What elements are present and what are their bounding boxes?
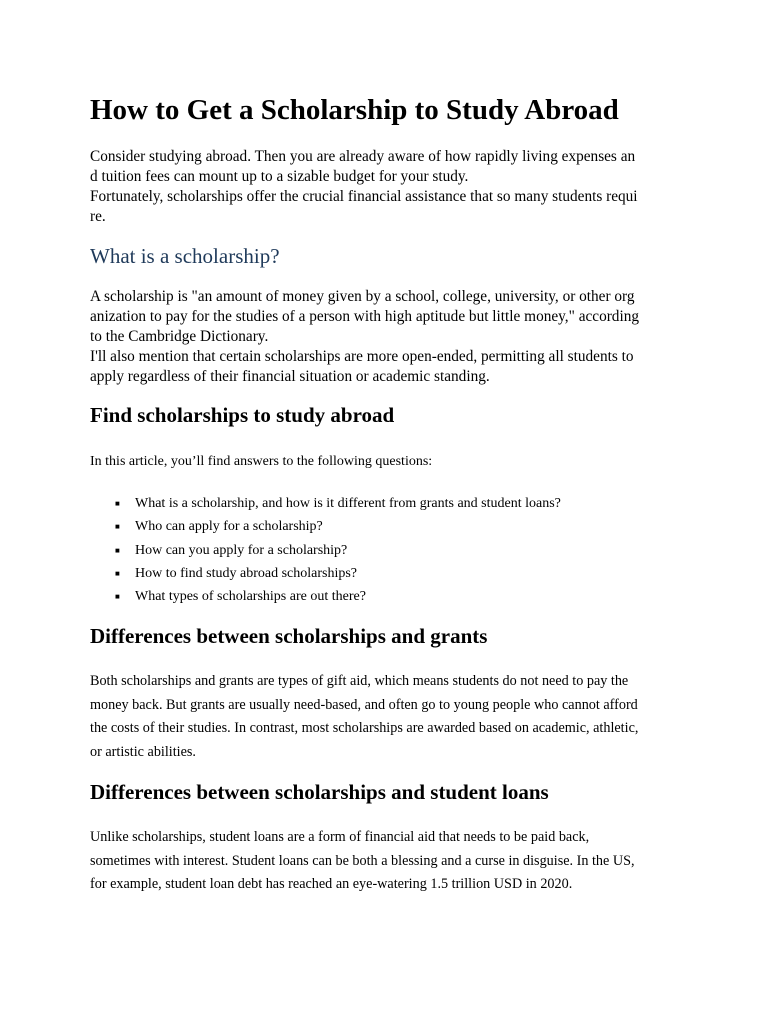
grants-line: the costs of their studies. In contrast, most scholarships are awarded based on academic, athletic, xyxy=(90,720,639,736)
square-bullet-icon: ■ xyxy=(115,499,120,508)
list-item xyxy=(90,585,561,608)
what-is-heading: What is a scholarship? xyxy=(90,244,280,268)
what-is-paragraph xyxy=(90,287,680,387)
loans-line: for example, student loan debt has reached an eye-watering 1.5 trillion USD in 2020. xyxy=(90,876,573,892)
grants-line: or artistic abilities. xyxy=(90,743,196,760)
what-is-line: anization to pay for the studies of a person with high aptitude but little money," according xyxy=(90,308,640,325)
loans-paragraph xyxy=(90,826,680,897)
grants-paragraph xyxy=(90,670,680,764)
list-item-text: What is a scholarship, and how is it different from grants and student loans? xyxy=(135,496,561,511)
list-item xyxy=(90,515,561,538)
list-item-text: How to find study abroad scholarships? xyxy=(135,565,358,581)
list-item xyxy=(90,562,561,585)
loans-line: Unlike scholarships, student loans are a form of financial aid that needs to be paid back, xyxy=(90,829,590,845)
intro-line: re. xyxy=(90,208,106,225)
list-item-text: How can you apply for a scholarship? xyxy=(135,542,348,558)
what-is-line: A scholarship is "an amount of money given by a school, college, university, or other org xyxy=(90,288,635,305)
intro-line: Fortunately, scholarships offer the crucial financial assistance that so many students requi xyxy=(90,188,638,205)
loans-line: sometimes with interest. Student loans can be both a blessing and a curse in disguise. In the US, xyxy=(90,852,635,869)
find-intro: In this article, you’ll find answers to the following questions: xyxy=(90,454,433,469)
list-item-text: What types of scholarships are out there? xyxy=(135,589,366,605)
square-bullet-icon: ■ xyxy=(115,545,120,555)
square-bullet-icon: ■ xyxy=(115,522,120,532)
intro-paragraph xyxy=(90,147,680,227)
list-item-text: Who can apply for a scholarship? xyxy=(135,519,323,535)
grants-line: money back. But grants are usually need-based, and often go to young people who cannot afford xyxy=(90,696,638,713)
square-bullet-icon: ■ xyxy=(115,568,120,578)
find-heading: Find scholarships to study abroad xyxy=(90,403,395,427)
what-is-line: to the Cambridge Dictionary. xyxy=(90,328,269,345)
square-bullet-icon: ■ xyxy=(115,592,120,602)
grants-heading: Differences between scholarships and grants xyxy=(90,624,488,648)
page-title: How to Get a Scholarship to Study Abroad xyxy=(90,94,619,126)
grants-line: Both scholarships and grants are types of gift aid, which means students do not need to pay the xyxy=(90,673,629,689)
loans-heading: Differences between scholarships and student loans xyxy=(90,780,549,804)
questions-list xyxy=(90,492,561,608)
intro-line: Consider studying abroad. Then you are already aware of how rapidly living expenses an xyxy=(90,148,636,165)
intro-line: d tuition fees can mount up to a sizable budget for your study. xyxy=(90,168,469,185)
list-item xyxy=(90,539,561,562)
what-is-line: apply regardless of their financial situation or academic standing. xyxy=(90,368,490,385)
what-is-line: I'll also mention that certain scholarships are more open-ended, permitting all students to xyxy=(90,348,634,365)
list-item xyxy=(90,492,561,515)
